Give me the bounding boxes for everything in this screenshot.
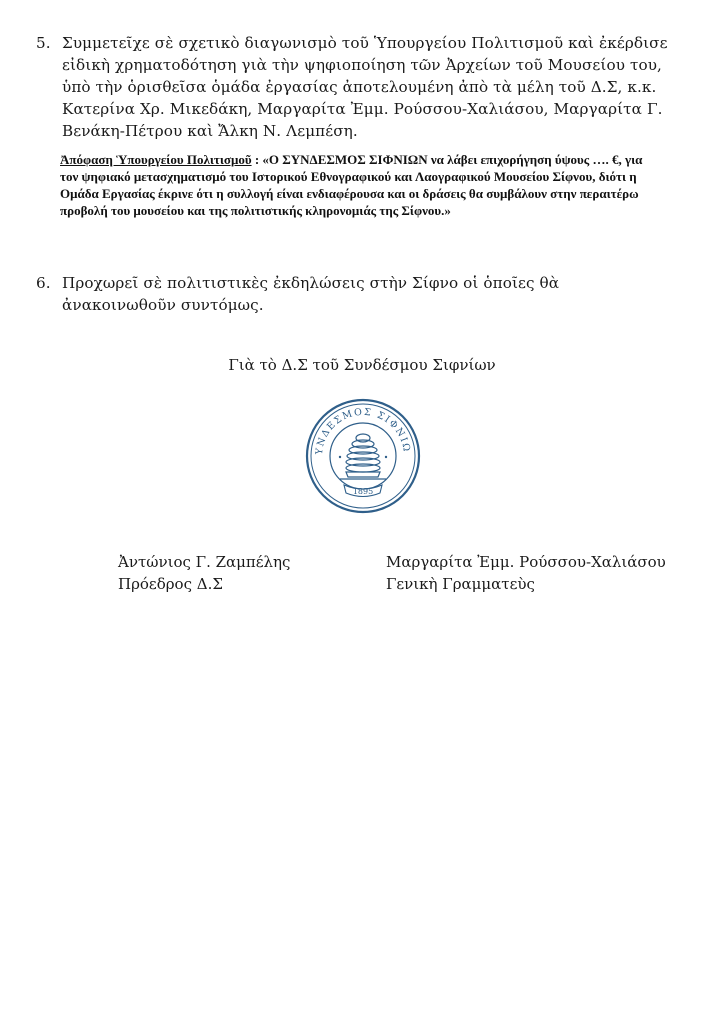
seal-stamp-icon [304, 397, 422, 515]
ministry-decision [60, 151, 660, 219]
item-text: Προχωρεῖ σὲ πολιτιστικὲς ἐκδηλώσεις στὴν Σίφνο οἱ ὁποῖες θὰ ἀνακοινωθοῦν συντόμως. [62, 274, 560, 314]
signatory-name: Ἀντώνιος Γ. Ζαμπέλης [118, 553, 291, 571]
decision-label: Ἀπόφαση Ὑπουργείου Πολιτισμοῦ [60, 152, 252, 167]
list-item-6 [36, 272, 676, 316]
signatory-name: Μαργαρίτα Ἐμμ. Ρούσσου-Χαλιάσου [386, 553, 666, 571]
decision-text: «Ο ΣΥΝΔΕΣΜΟΣ ΣΙΦΝΙΩΝ να λάβει επιχορήγηση ύψους …. €, για τον ψηφιακό μετασχηματισμό του Ιστορικού Εθνογραφικού και Λαογραφικού Μουσείου Σίφνου, διότι η Ομάδα Εργασίας έκρινε ότι η συλλογή είναι ενδιαφέρουσα και οι δράσεις θα συμβάλουν στην περαιτέρω προβολή του μουσείου και της πολιτιστικής κληρονομιάς της Σίφνου.» [60, 152, 643, 218]
item-number: 5. [36, 34, 51, 52]
item-number: 6. [36, 274, 51, 292]
signatory-secretary [386, 551, 666, 595]
signatory-president [118, 551, 290, 595]
association-seal [304, 397, 422, 515]
seal-year: 1895 [352, 487, 374, 496]
seal-text: ΥΝΔΕΣΜΟΣ ΣΙΦΝΙΩ [313, 406, 413, 456]
signatory-role: Γενικὴ Γραμματεὺς [386, 575, 535, 593]
item-text: Συμμετεῖχε σὲ σχετικὸ διαγωνισμὸ τοῦ Ὑπουργείου Πολιτισμοῦ καὶ ἐκέρδισε εἰδικὴ χρηματοδότηση γιὰ τὴν ψηφιοποίηση τῶν Ἀρχείων τοῦ Μουσείου του, ὑπὸ τὴν ὁρισθεῖσα ὁμάδα ἐργασίας ἀποτελουμένη ἀπὸ τὰ μέλη τοῦ Δ.Σ, κ.κ. Κατερίνα Χρ. Μικεδάκη, Μαργαρίτα Ἐμμ. Ρούσσου-Χαλιάσου, Μαργαρίτα Γ. Βενάκη-Πέτρου καὶ Ἄλκη Ν. Λεμπέση. [62, 34, 668, 140]
signatory-role: Πρόεδρος Δ.Σ [118, 575, 223, 593]
closing-line: Γιὰ τὸ Δ.Σ τοῦ Συνδέσμου Σιφνίων [228, 356, 496, 374]
decision-separator: : [251, 152, 263, 167]
list-item-5 [36, 32, 676, 142]
